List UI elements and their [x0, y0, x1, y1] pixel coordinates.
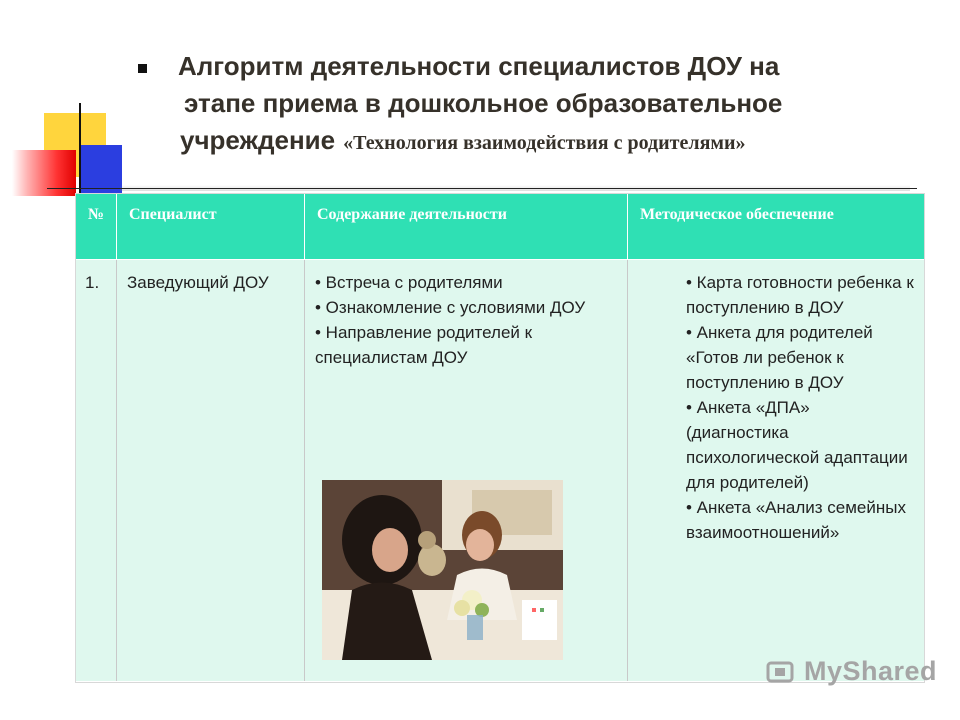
content-item: • Ознакомление с условиями ДОУ [315, 298, 586, 317]
meeting-photo-illustration [322, 480, 563, 660]
title-line-2: этапе приема в дошкольное образовательное [184, 88, 783, 118]
cell-specialist [117, 260, 305, 681]
title-subtitle: «Технология взаимодействия с родителями» [343, 132, 746, 154]
decor-red-gradient-bar [12, 150, 76, 196]
header-number [76, 194, 117, 259]
methods-item: • Анкета для родителей «Готов ли ребенок к поступлению в ДОУ [686, 323, 873, 392]
content-item: • Встреча с родителями [315, 273, 503, 292]
content-list [315, 270, 615, 370]
meeting-photo [322, 480, 563, 660]
myshared-watermark: MyShared [804, 656, 938, 686]
cell-methods [628, 260, 924, 681]
decor-vertical-line [79, 103, 81, 195]
content-item: • Направление родителей к специалистам ДОУ [315, 323, 533, 367]
title-bullet [138, 64, 147, 73]
cell-number [76, 260, 117, 681]
decor-blue-square [79, 145, 122, 193]
row-specialist: Заведующий ДОУ [127, 273, 269, 292]
slide-title [178, 48, 898, 162]
header-methods [628, 194, 924, 259]
header-content [305, 194, 628, 259]
header-number-label: № [88, 206, 105, 223]
methods-list [686, 270, 914, 545]
row-number: 1. [85, 273, 100, 292]
title-line-3 [180, 122, 898, 162]
methods-item: • Анкета «ДПА» (диагностика психологической адаптации для родителей) [686, 398, 908, 492]
methods-item: • Анкета «Анализ семейных взаимоотношений» [686, 498, 906, 542]
header-methods-label: Методическое обеспечение [640, 206, 834, 223]
header-content-label: Содержание деятельности [317, 206, 507, 223]
decor-horizontal-line [47, 188, 917, 189]
title-line-1: Алгоритм деятельности специалистов ДОУ на [178, 51, 780, 81]
header-specialist [117, 194, 305, 259]
title-line-3-text: учреждение [180, 125, 336, 155]
methods-item: • Карта готовности ребенка к поступлению в ДОУ [686, 273, 914, 317]
myshared-logo-icon [766, 659, 800, 687]
header-specialist-label: Специалист [129, 206, 217, 223]
